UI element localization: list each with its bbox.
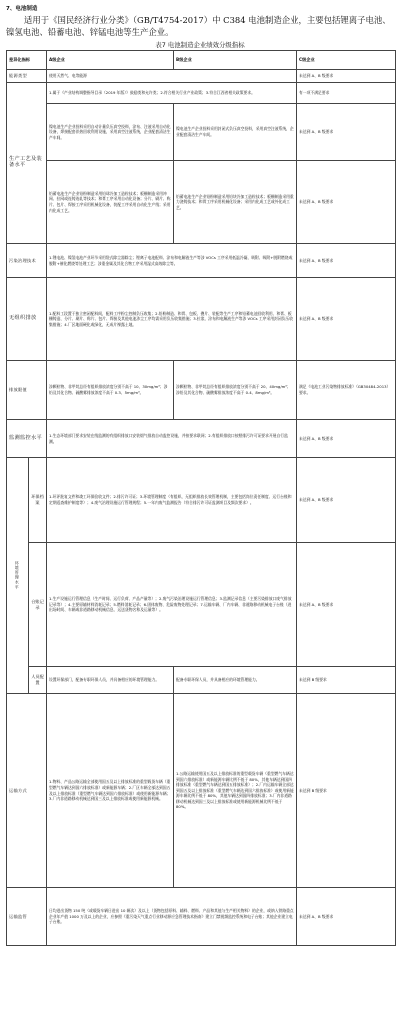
row-treatment (7, 244, 396, 278)
row-process-3 (7, 161, 396, 244)
limits-b: 涉颗粒物、非甲烷总烃有组织排放浓度分别不高于 20、40mg/m³；涉铅及其化合物、硫酸雾排放浓度不高于 0.4、8mg/m³。 (174, 361, 297, 420)
monitoring-a: 1.生态环境部门要求安装在线监测的有组织排放口安装烟气排放自动监控设施，并按要求联网；2.有组织排放口按照排污许可证要求开展自行监测。 (47, 420, 297, 458)
label-limits: 排放限值 (7, 361, 47, 420)
label-ledger: 台账记录 (29, 543, 47, 667)
row-unorganized (7, 278, 396, 361)
label-management: 环境管理水平 (7, 458, 29, 694)
label-staff: 人员配置 (29, 667, 47, 694)
staff-a: 设置环保部门，配备专职环保人员，并具备相应的环境管理能力。 (47, 667, 174, 694)
ledger-c: 未达到 A、B 级要求 (297, 543, 396, 667)
limits-a: 涉颗粒物、非甲烷总烃有组织排放浓度分别不高于 10、30mg/m³；涉铅及其化合物、硫酸雾排放浓度不高于 0.3、5mg/m³。 (47, 361, 174, 420)
row-management-staff (7, 667, 396, 694)
treatment-c: 未达到 A、B 级要求 (297, 244, 396, 278)
transport-a: 1.物料、产品公路运输全部使用国五及以上排放标准的重型载货车辆（重型燃气车辆达到国六排放标准）或新能源车辆；2.厂区车辆全部达到国五及以上排放标准（重型燃气车辆达到国六排放标准）或使用新能源车辆；3.厂内非道路移动机械达到国三及以上排放标准或使用新能源机械。 (47, 694, 174, 888)
label-files: 环保档案 (29, 458, 47, 543)
process-b2: 镍电池生产企业投料采用封闭式负压真空投料，采用真空注液系统，企业配套清洁生产车间。 (174, 104, 297, 161)
process-a1: 1.属于《产业结构调整指导目录（2019 年版）》鼓励类和允许类；2.符合相关行业产业政策；3.符合江西省相关政策要求。 (47, 83, 297, 104)
header-b-level: B级企业 (174, 51, 297, 70)
label-treatment: 污染治理技术 (7, 244, 47, 278)
row-monitoring (7, 420, 396, 458)
section-heading: 7、电池制造 (6, 6, 38, 12)
label-process: 生产工艺及装备水平 (7, 83, 47, 244)
row-management-files (7, 458, 396, 543)
process-c2: 未达到 A、B 级要求 (297, 104, 396, 161)
supervision-c: 未达到 A、B 级要求 (297, 888, 396, 946)
limits-c: 满足《电池工业污染物排放标准》（GB30484-2013）要求。 (297, 361, 396, 420)
files-a: 1.环评批复文件和竣工环保验收文件；2.排污许可证；3.环境管理制度（有组织、无组织排放长效管理机制，主要包括岗位责任制度、运行台账和定期巡查维护制度等）；4.废气治理设施运行管理规程；5.一年内废气监测报告（符合排污许可证监测项目及频次要求）。 (47, 458, 297, 543)
header-indicator: 差异化指标 (7, 51, 47, 70)
row-process-1 (7, 83, 396, 104)
unorganized-c: 未达到 A、B 级要求 (297, 278, 396, 361)
energy-a: 使用天然气、电等能源 (47, 70, 297, 83)
supervision-a: 日均进出货物 150 吨（或载货车辆日进出 10 辆次）及以上（货物包括原料、辅料、燃料、产品和其他与生产相关物料）的企业，或纳入铁路重点企业年产值 1000 万及以上的企业，应参照《重污染天气重点行业移动源应急管理技术指南》建立门禁视频监控系统和电子台账；其他企业建立电子台账。 (47, 888, 297, 946)
staff-b: 配备专职环保人员，并具备相应的环境管理能力。 (174, 667, 297, 694)
ledger-a: 1.生产设施运行管理信息（生产时间、运行负荷、产品产量等）；2.废气污染治理设施运行管理信息；3.监测记录信息（主要污染排放口废气排放记录等）；4.主要原辅材料消耗记录；5.燃料消耗记录；6.固体废物、危险废物处理记录；7.运输车辆、厂内车辆、非道路移动机械电子台账（进出场时间、车辆或非道路移动机械信息、运送货物名称及运量等）。 (47, 543, 297, 667)
staff-c: 未达到 B 级要求 (297, 667, 396, 694)
row-process-2 (7, 104, 396, 161)
row-limits (7, 361, 396, 420)
label-unorganized: 无组织排放 (7, 278, 47, 361)
transport-c: 未达到 B 级要求 (297, 694, 396, 888)
table-header-row (7, 51, 396, 70)
row-management-ledger (7, 543, 396, 667)
table-caption: 表7 电池制造企业绩效分级指标 (155, 41, 245, 49)
treatment-a: 1.锂电池、镍氢电池产业环节采用袋式除尘器除尘；锂离子电池配料、涂布和电解液生产等涉 VOCs 工序采用低温冷凝、吸附、吸附+脱附燃烧或脱附+催化燃烧等处理工艺；涉重金属及其化合物工序采用湿式高效除尘等。 (47, 244, 297, 278)
label-energy: 能源类型 (7, 70, 47, 83)
header-c-level: C级企业 (297, 51, 396, 70)
process-b3: 铅蓄电池生产企业铅粉制造采用铅块冷加工造粒技术；板栅制造采用重力浇铸技术；和膏工序采用机械化设备；采用内化成工艺或外化成工艺。 (174, 161, 297, 244)
process-c1: 有一项不满足要求 (297, 83, 396, 104)
process-a3: 铅蓄电池生产企业铅粉制造采用铅球冷加工造粒技术；板栅制造采用冲网、拉网或连铸连轧等技术；和膏工序采用自动化设备；分片、刷片、称片、包片、焊接工序采用机械化设备，装配工序采用自动化生产线；采用内化成工艺。 (47, 161, 174, 244)
label-supervision: 运输监管 (7, 888, 47, 946)
label-monitoring: 监测监控水平 (7, 420, 47, 458)
intro-paragraph: 适用于《国民经济行业分类》（GB/T4754-2017）中 C384 电池制造企业，主要包括锂离子电池、镍氢电池、铅蓄电池、锌锰电池等生产企业。 (6, 15, 391, 37)
unorganized-a: 1.配料工段置于独立密闭配料间，配料工序粉尘控制负压收集；2.铅粉制造、和膏、包板、叠片、装配等生产工序和铅蓄电池回收利用、和膏、板栅铸造、分片、刷片、称片、包片、焊接及其他电池涉尘工序均需采用负压收集措施；3.拉浆、涂布和电解液生产等涉 VOCs 工序采用封闭负压收集措施；4.厂区地面硬化或绿化，无成片裸露土地。 (47, 278, 297, 361)
energy-c: 未达到 A、B 级要求 (297, 70, 396, 83)
row-transport (7, 694, 396, 888)
files-c: 未达到 A、B 级要求 (297, 458, 396, 543)
performance-grading-table (6, 50, 396, 946)
process-c3: 未达到 A、B 级要求 (297, 161, 396, 244)
transport-b: 1.公路运输使用国五及以上排放标准的重型载货车辆（重型燃气车辆达到国六排放标准）或新能源车辆比例不低于 80%，其他车辆达到国四排放标准（重型燃气车辆达到国五排放标准）；2.厂内运输车辆全部达到国五及以上排放标准（重型燃气车辆达到国六排放标准）或使用新能源车辆比例不低于 80%，其他车辆达到国四排放标准；3.厂内非道路移动机械达到国三及以上排放标准或使用新能源机械比例不低于 80%。 (174, 694, 297, 888)
row-supervision (7, 888, 396, 946)
header-a-level: A级企业 (47, 51, 174, 70)
monitoring-c: 未达到 A、B 级要求 (297, 420, 396, 458)
label-transport: 运输方式 (7, 694, 47, 888)
process-a2: 镍电池生产企业投料采用自动计量负压真空投料，涂布、注液采用自动化设备，焊接配套伴热回收利用设施，采用真空注液系统，企业配套清洁生产车间。 (47, 104, 174, 161)
row-energy (7, 70, 396, 83)
